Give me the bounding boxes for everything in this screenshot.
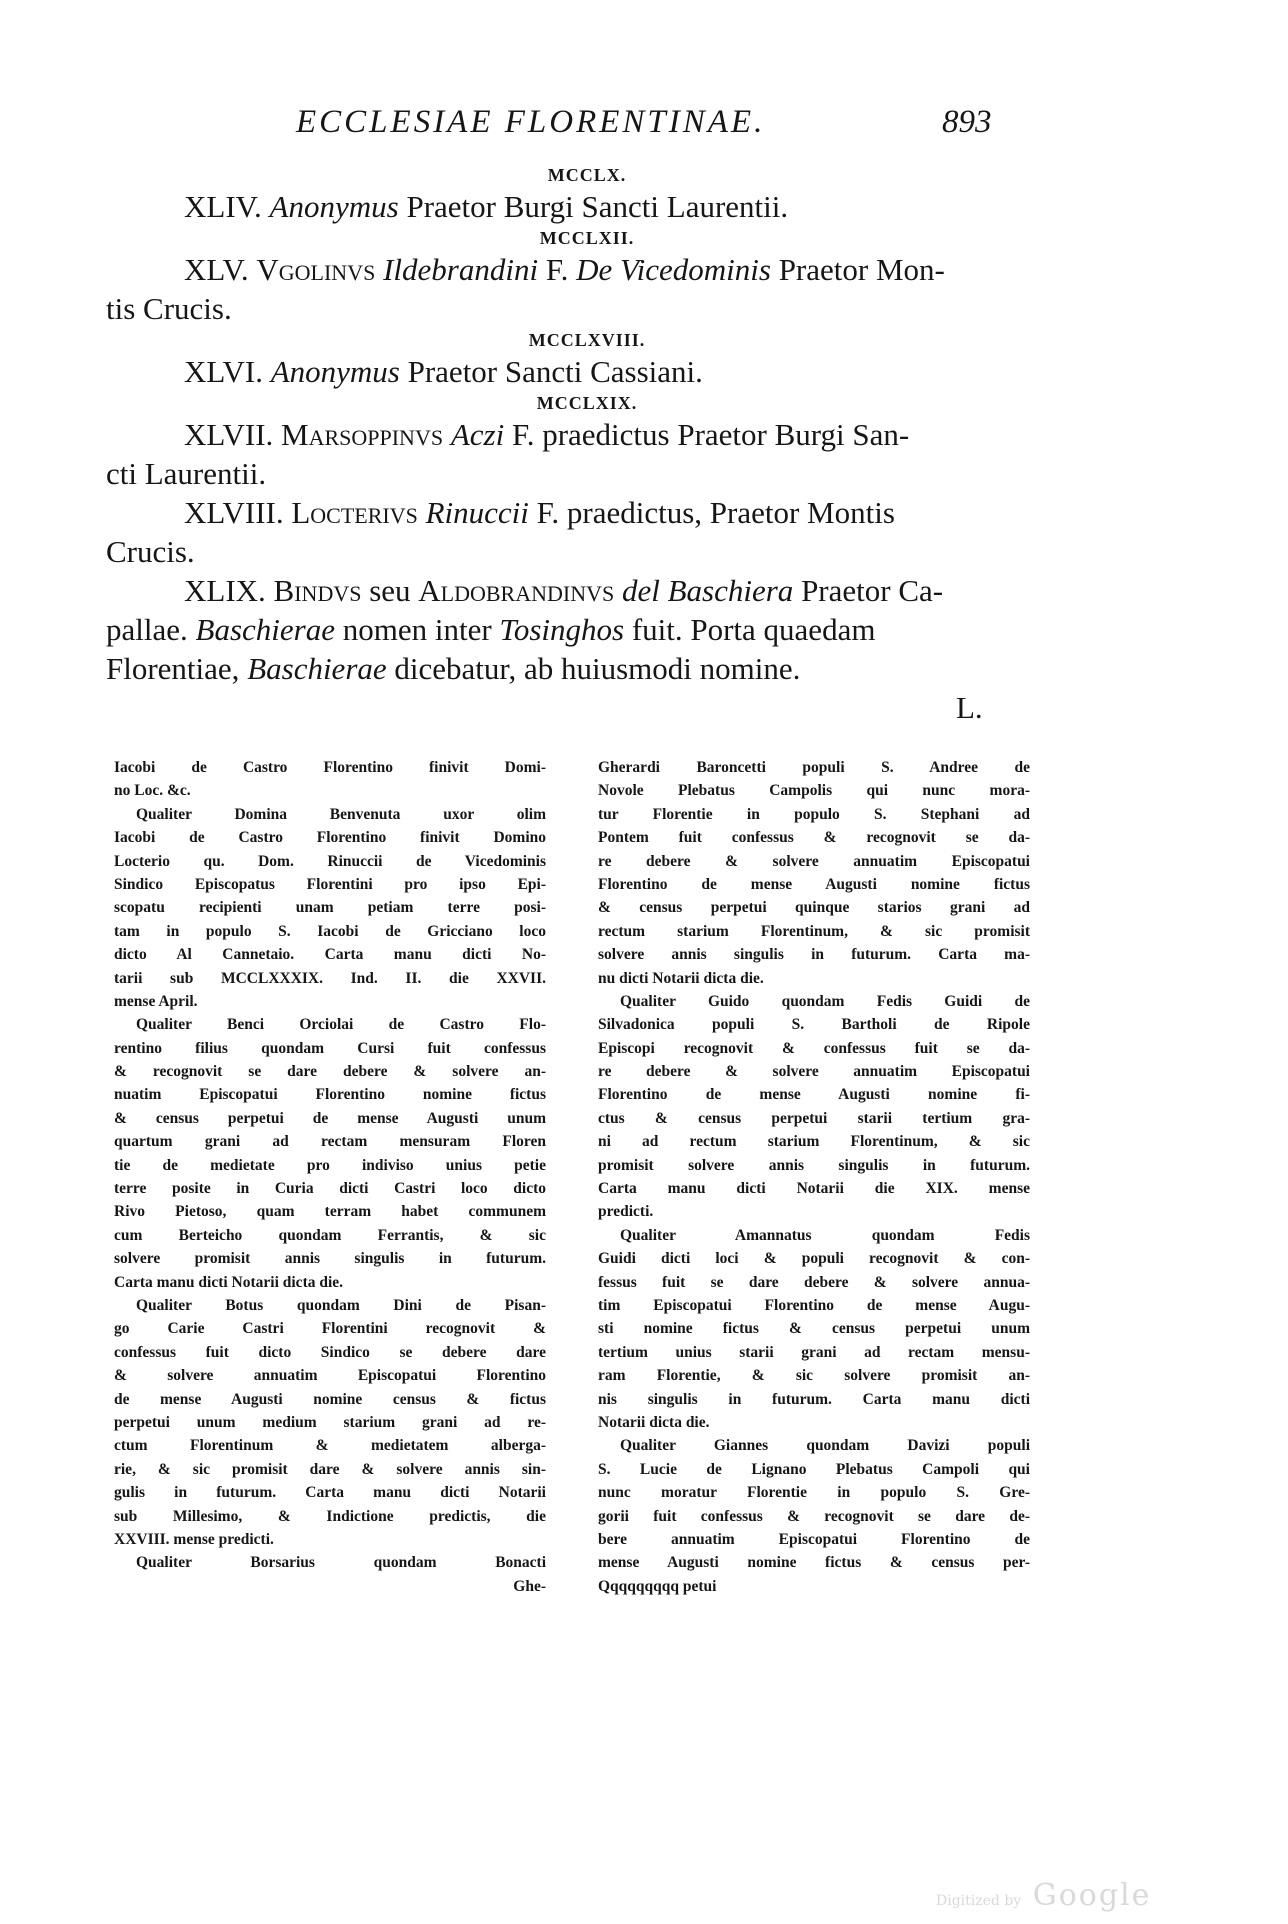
italic-name: Baschierae — [247, 651, 387, 686]
footnote-line: Ghe- — [513, 1577, 546, 1595]
footnote-line: no Loc. &c. — [114, 782, 191, 800]
footnote-line: Carta manu dicti Notarii die XIX. mense — [598, 1180, 1030, 1198]
entry-text: Praetor Burgi Sancti Laurentii. — [398, 189, 789, 224]
watermark-prefix: Digitized by — [936, 1893, 1022, 1909]
italic-name: del Baschiera — [621, 573, 794, 608]
footnote-line: confessus fuit dicto Sindico se debere dare — [114, 1343, 546, 1361]
footnote-line: Iacobi de Castro Florentino finivit Domi- — [114, 759, 546, 776]
footnote-line: tarii sub MCCLXXXIX. Ind. II. die XXVII. — [114, 969, 546, 987]
watermark-brand: Google — [1032, 1878, 1152, 1913]
footnote-line: Iacobi de Castro Florentino finivit Domino — [114, 829, 546, 847]
praetor-entry — [106, 250, 1028, 328]
footnote-line: Qualiter Botus quondam Dini de Pisan- — [136, 1296, 546, 1314]
footnote-line: tim Episcopatui Florentino de mense Augu- — [598, 1296, 1030, 1314]
footnote-line: re debere & solvere annuatim Episcopatui — [598, 852, 1030, 870]
footnote-line: Guidi dicti loci & populi recognovit & con- — [598, 1250, 1030, 1268]
footnote-line: de mense Augusti nomine census & fictus — [114, 1390, 546, 1408]
section-mark: L. — [956, 690, 983, 725]
footnote-line: gulis in futurum. Carta manu dicti Notarii — [114, 1484, 546, 1502]
footnote-line: Rivo Pietoso, quam terram habet communem — [114, 1203, 546, 1221]
entry-text: cti Laurentii. — [106, 456, 267, 491]
entry-text: Crucis. — [106, 534, 195, 569]
entry-text: seu — [361, 573, 419, 608]
footnote-line: ni ad rectum starium Florentinum, & sic — [598, 1133, 1030, 1151]
entry-text — [614, 573, 622, 608]
year-heading: MCCLXVIII. — [528, 330, 646, 350]
footnote-line: Qqqqqqqqq petui — [598, 1577, 717, 1595]
footnote-line: & census perpetui quinque starios grani ad — [598, 899, 1030, 917]
footnote-line: Locterio qu. Dom. Rinuccii de Vicedominis — [114, 852, 546, 870]
entry-text: Praetor Ca- — [793, 573, 944, 608]
entry-line — [106, 250, 1028, 289]
entry-text: fuit. Porta quaedam — [624, 612, 876, 647]
footnote-line: Qualiter Benci Orciolai de Castro Flo- — [136, 1016, 546, 1034]
footnote-line: quartum grani ad rectam mensuram Floren — [114, 1133, 546, 1151]
footnote-line: tie de medietate pro indiviso unius petie — [114, 1156, 546, 1174]
footnote-line: nu dicti Notarii dicta die. — [598, 969, 764, 987]
praetor-list — [106, 163, 1028, 688]
footnote-line: solvere promisit annis singulis in futurum. — [114, 1250, 546, 1268]
praetor-entry — [106, 352, 1028, 391]
footnote-column-left — [114, 756, 546, 1598]
page-number: 893 — [942, 104, 992, 140]
footnote-line: dicto Al Cannetaio. Carta manu dicti No- — [114, 946, 546, 964]
entry-line — [106, 454, 1028, 493]
small-caps-name: Bindvs — [273, 573, 362, 608]
entry-line — [106, 649, 1028, 688]
footnote-line: perpetui unum medium starium grani ad re- — [114, 1413, 546, 1431]
small-caps-name: Vgolinvs — [256, 252, 376, 287]
footnote-line: ram Florentie, & sic solvere promisit an- — [598, 1367, 1030, 1385]
entry-text: XLIX. — [184, 573, 274, 608]
footnote-line: Qualiter Guido quondam Fedis Guidi de — [620, 992, 1030, 1010]
footnote-line: Qualiter Giannes quondam Davizi populi — [620, 1437, 1030, 1455]
entry-text — [418, 495, 426, 530]
footnote-line: sti nomine fictus & census perpetui unum — [598, 1320, 1030, 1338]
entry-line — [106, 493, 1028, 532]
entry-text: XLVI. — [184, 354, 271, 389]
footnote-line: tam in populo S. Iacobi de Gricciano loco — [114, 922, 546, 940]
footnote-line: terre posite in Curia dicti Castri loco dicto — [114, 1180, 546, 1198]
entry-text: Praetor Mon- — [770, 252, 945, 287]
entry-text — [443, 417, 451, 452]
entry-text: XLV. — [184, 252, 257, 287]
footnote-line: ctum Florentinum & medietatem alberga- — [114, 1437, 546, 1455]
footnote-line: go Carie Castri Florentini recognovit & — [114, 1320, 546, 1338]
footnote-line: cum Berteicho quondam Ferrantis, & sic — [114, 1226, 546, 1244]
entry-text: Praetor Sancti Cassiani. — [399, 354, 703, 389]
year-heading: MCCLX. — [547, 165, 627, 185]
footnote-line: bere annuatim Episcopatui Florentino de — [598, 1530, 1030, 1548]
entry-line — [106, 352, 1028, 391]
praetor-entry — [106, 415, 1028, 688]
footnote-line: promisit solvere annis singulis in futurum. — [598, 1156, 1030, 1174]
italic-name: Ildebrandini — [383, 252, 539, 287]
footnote-line: scopatu recipienti unam petiam terre posi- — [114, 899, 546, 917]
footnote-line: rectum starium Florentinum, & sic promisit — [598, 922, 1030, 940]
footnote-line: ctus & census perpetui starii tertium gra- — [598, 1109, 1030, 1127]
entry-line — [106, 532, 1028, 571]
entry-line — [106, 187, 1028, 226]
footnote-line: Qualiter Amannatus quondam Fedis — [620, 1226, 1030, 1244]
footnote-line: Sindico Episcopatus Florentini pro ipso Epi- — [114, 875, 546, 893]
italic-name: Tosinghos — [499, 612, 625, 647]
italic-name: Anonymus — [269, 189, 399, 224]
praetor-entry — [106, 187, 1028, 226]
entry-text: F. — [538, 252, 577, 287]
year-heading: MCCLXII. — [539, 228, 635, 248]
entry-line — [106, 571, 1028, 610]
small-caps-name: Aldobrandinvs — [418, 573, 615, 608]
footnote-line: solvere annis singulis in futurum. Carta ma- — [598, 946, 1030, 964]
footnote-line: Florentino de mense Augusti nomine fi- — [598, 1086, 1030, 1104]
entry-line — [106, 415, 1028, 454]
footnote-line: S. Lucie de Lignano Plebatus Campoli qui — [598, 1460, 1030, 1478]
italic-name: De Vicedominis — [576, 252, 771, 287]
entry-text: dicebatur, ab huiusmodi nomine. — [386, 651, 801, 686]
footnote-line: predicti. — [598, 1203, 654, 1221]
entry-text: pallae. — [106, 612, 196, 647]
footnote-line: rie, & sic promisit dare & solvere annis sin- — [114, 1460, 546, 1478]
entry-text: XLVIII. — [184, 495, 292, 530]
footnote-line: re debere & solvere annuatim Episcopatui — [598, 1063, 1030, 1081]
small-caps-name: Marsoppinvs — [281, 417, 444, 452]
footnote-line: & recognovit se dare debere & solvere an- — [114, 1063, 546, 1081]
italic-name: Rinuccii — [425, 495, 529, 530]
footnote-line: Notarii dicta die. — [598, 1413, 710, 1431]
footnote-line: XXVIII. mense predicti. — [114, 1530, 274, 1548]
footnote-line: gorii fuit confessus & recognovit se dare de- — [598, 1507, 1030, 1525]
entry-line — [106, 610, 1028, 649]
footnote-line: tertium unius starii grani ad rectam mensu- — [598, 1343, 1030, 1361]
footnote-line: rentino filius quondam Cursi fuit confessus — [114, 1039, 546, 1057]
running-head: ECCLESIAE FLORENTINAE. — [296, 104, 766, 140]
footnote-line: & solvere annuatim Episcopatui Florentino — [114, 1367, 546, 1385]
footnotes — [114, 756, 1030, 1598]
italic-name: Baschierae — [195, 612, 335, 647]
footnote-line: fessus fuit se dare debere & solvere annua- — [598, 1273, 1030, 1291]
footnote-line: & census perpetui de mense Augusti unum — [114, 1109, 546, 1127]
footnote-line: Qualiter Borsarius quondam Bonacti — [136, 1554, 546, 1572]
small-caps-name: Locterivs — [291, 495, 418, 530]
footnote-line: Florentino de mense Augusti nomine fictus — [598, 875, 1030, 893]
footnote-line: nuatim Episcopatui Florentino nomine fictus — [114, 1086, 546, 1104]
footnote-line: sub Millesimo, & Indictione predictis, die — [114, 1507, 546, 1525]
footnote-line: Silvadonica populi S. Bartholi de Ripole — [598, 1016, 1030, 1034]
entry-line — [106, 289, 1028, 328]
entry-text: XLIV. — [184, 189, 270, 224]
digitizer-watermark — [936, 1878, 1151, 1913]
entry-text: nomen inter — [334, 612, 500, 647]
footnote-line: nunc moratur Florentie in populo S. Gre- — [598, 1484, 1030, 1502]
footnote-line: nis singulis in futurum. Carta manu dicti — [598, 1390, 1030, 1408]
entry-text: F. praedictus Praetor Burgi San- — [504, 417, 910, 452]
footnote-line: Gherardi Baroncetti populi S. Andree de — [598, 759, 1030, 776]
entry-text: XLVII. — [184, 417, 282, 452]
footnote-line: Novole Plebatus Campolis qui nunc mora- — [598, 782, 1030, 800]
footnote-line: Episcopi recognovit & confessus fuit se da- — [598, 1039, 1030, 1057]
footnote-line: mense April. — [114, 992, 198, 1010]
footnote-line: tur Florentie in populo S. Stephani ad — [598, 805, 1030, 823]
entry-text: F. praedictus, Praetor Montis — [528, 495, 895, 530]
italic-name: Anonymus — [270, 354, 400, 389]
entry-text — [375, 252, 383, 287]
entry-text: tis Crucis. — [106, 291, 232, 326]
footnote-line: Qualiter Domina Benvenuta uxor olim — [136, 805, 546, 823]
footnote-line: Pontem fuit confessus & recognovit se da- — [598, 829, 1030, 847]
footnote-line: Carta manu dicti Notarii dicta die. — [114, 1273, 344, 1291]
italic-name: Aczi — [450, 417, 505, 452]
year-heading: MCCLXIX. — [536, 393, 638, 413]
footnote-line: mense Augusti nomine fictus & census per- — [598, 1554, 1030, 1572]
entry-text: Florentiae, — [106, 651, 248, 686]
footnote-column-right — [598, 756, 1030, 1598]
